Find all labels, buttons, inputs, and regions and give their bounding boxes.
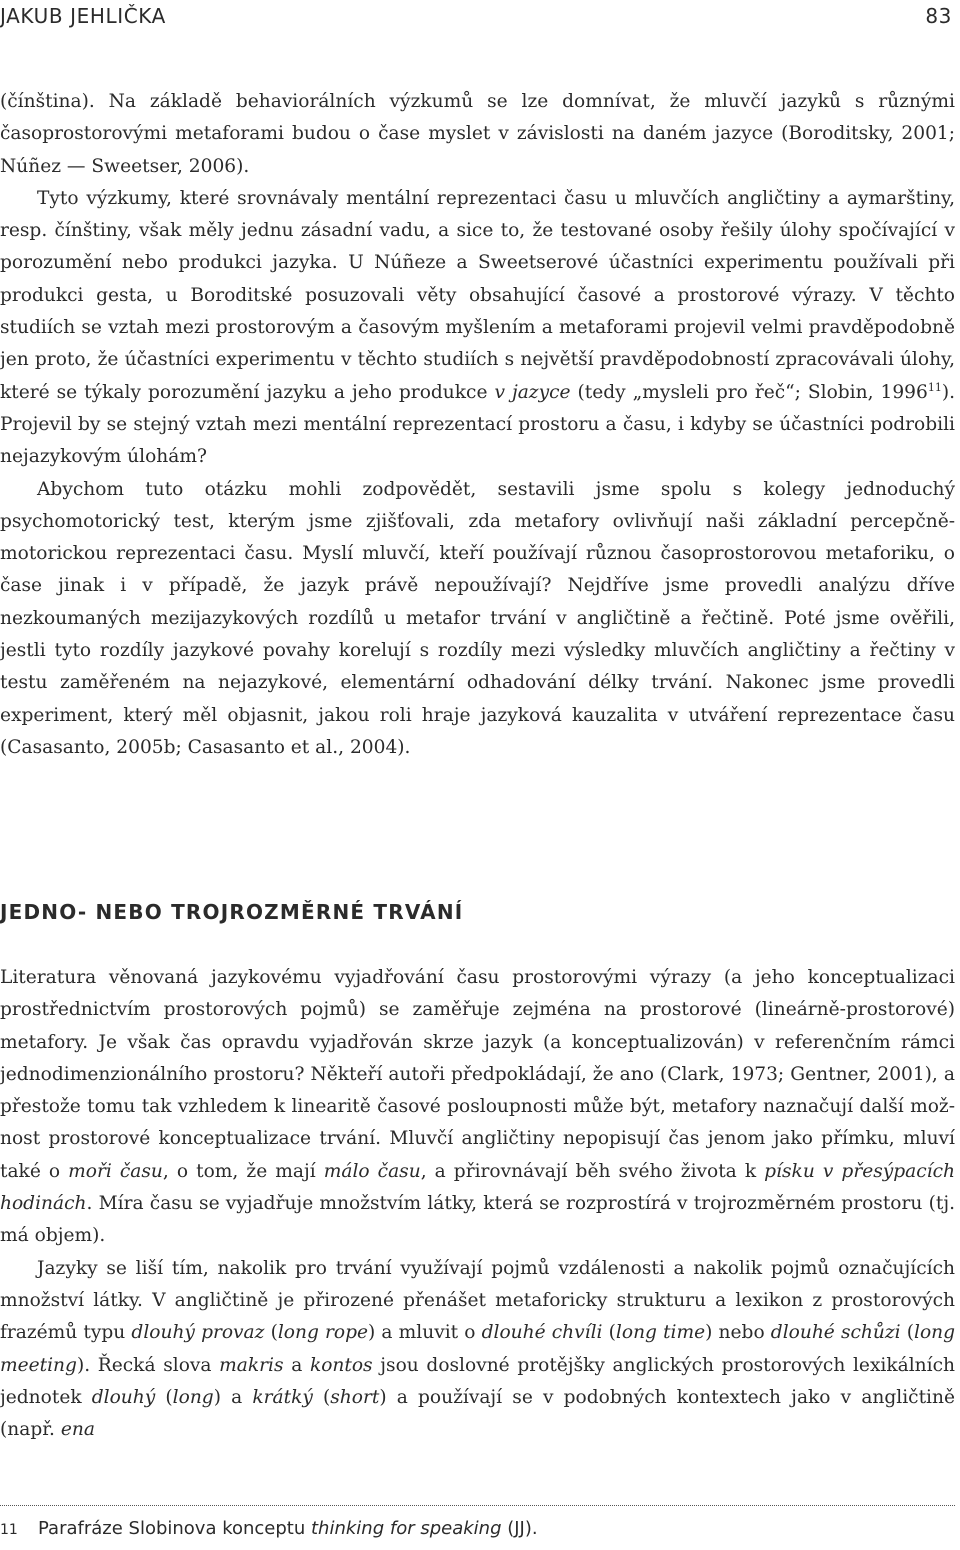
running-header-author: JAKUB JEHLIČKA [0, 4, 166, 28]
paragraph-5-text-8: a [283, 1354, 310, 1376]
paragraph-5-emphasis-8: kontos [309, 1354, 373, 1376]
paragraph-4 [0, 962, 955, 1253]
paragraph-5-emphasis-9: dlouhý [91, 1386, 156, 1408]
paragraph-5-emphasis-6: long meeting [0, 1322, 956, 1376]
paragraph-5-text-12: ( [312, 1386, 331, 1408]
paragraph-4-text-d: . Míra času se vyjadřuje množstvím látky, která se rozprostírá v trojrozměrném prostoru (tj. má objem). [0, 1193, 955, 1247]
paragraph-5-text-4: ( [602, 1322, 616, 1344]
paragraph-5-emphasis-7: makris [219, 1354, 284, 1376]
paragraph-5-emphasis-3: dlouhé chvíli [481, 1322, 603, 1344]
footnote [0, 1513, 955, 1546]
paragraph-3-text: Abychom tuto otázku mohli zodpovědět, sestavili jsme spolu s kolegy jednoduchý psychomotorický test, kterým jsme zjišťovali, zda metafory ovlivňují naši základní percepčně-motorickou reprezentaci času. Myslí mluvčí, kteří používají různou časoprostorovou metaforiku, o čase jinak i v případě, že jazyk právě nepoužívají? Nejdříve jsme provedli analýzu dříve nezkoumaných mezijazykových rozdílů u metafor trvání v angličtině a řečtině. Poté jsme ověřili, jestli tyto rozdíly jazykové povahy korelují s rozdíly mezi výsledky mluvčích angličtiny a řečtiny v testu zaměřeném na nejazykové, elementární odhadování délky trvání. Nakonec jsme provedli experiment, který měl objasnit, jakou roli hraje jazyková kauzalita v utváření reprezentace času (Casasanto, 2005b; Casasanto et al., 2004). [0, 478, 955, 758]
paragraph-2 [0, 183, 955, 474]
footnote-emphasis: thinking for speaking [311, 1518, 502, 1539]
text-block-lower [0, 962, 955, 1446]
paragraph-5-emphasis-13: ena [60, 1419, 95, 1441]
paragraph-4-text-c: , a přirovnávají běh svého života k [420, 1160, 765, 1182]
paragraph-1-text: (čínština). Na základě behaviorálních výzkumů se lze domnívat, že mluvčí jazyků s různými časoprostorovými metaforami budou o čase myslet v závislosti na daném jazyce (Boroditsky, 2001; Núñez — Sweetser, 2006). [0, 91, 955, 177]
paragraph-5-emphasis-1: dlouhý provaz [131, 1322, 265, 1344]
paragraph-5-text-3: ) a mluvit o [368, 1322, 482, 1344]
paragraph-4-text-b: , o tom, že mají [162, 1160, 324, 1182]
paragraph-5-emphasis-5: dlouhé schůzi [770, 1322, 901, 1344]
footnote-text-a: Parafráze Slobinova konceptu [38, 1518, 311, 1539]
paragraph-5-emphasis-4: long time [615, 1322, 706, 1344]
page-number: 83 [925, 4, 952, 28]
paragraph-2-emphasis: v jazyce [494, 381, 571, 403]
paragraph-5-text-9: jsou doslovné protějšky anglických prostorových lexikálních jednotek [0, 1354, 955, 1408]
section-heading: JEDNO- NEBO TROJROZMĚRNÉ TRVÁNÍ [0, 900, 464, 924]
paragraph-5-text-11: ) a [213, 1386, 253, 1408]
paragraph-5-text-6: ( [900, 1322, 914, 1344]
footnote-text-b: (JJ). [501, 1518, 538, 1539]
paragraph-5-text-7: ). Řecká slova [76, 1354, 220, 1376]
text-block-upper [0, 86, 955, 764]
paragraph-5-text-13: ) a používají se v podobných kontextech jako v angličtině (např. [0, 1386, 955, 1441]
paragraph-5-emphasis-12: short [330, 1386, 380, 1408]
paragraph-2-text-c: ). Projevil by se stejný vztah mezi mentální reprezentací prostoru a času, i kdyby se účastníci podrobili nejazykovým úlohám? [0, 381, 956, 468]
paragraph-5-text-10: ( [155, 1386, 173, 1408]
paragraph-5-text-5: ) nebo [705, 1322, 771, 1344]
paragraph-5-emphasis-11: krátký [252, 1386, 313, 1408]
paragraph-5-emphasis-2: long rope [277, 1322, 369, 1344]
running-header [0, 3, 952, 29]
paragraph-4-emphasis-3: písku v přesýpacích hodinách [0, 1160, 955, 1215]
paragraph-1 [0, 86, 955, 183]
footnote-reference[interactable]: 11 [927, 380, 942, 394]
paragraph-4-text-a: Literatura věnovaná jazykovému vyjadřování času prostorovými výrazy (a jeho konceptualizaci prostřednictvím prostorových pojmů) se zaměřuje zejména na prostorové (lineárně-prostorové) metafory. Je však čas opravdu vyjadřován skrze jazyk (a konceptualizován) v referenčním rámci jednodimenzionálního prostoru? Někteří autoři předpokládají, že ano (Clark, 1973; Gentner, 2001), a přestože tomu tak vzhledem k linearitě časové posloupnosti může být, metafory naznačují další možnost prostorové konceptualizace trvání. Mluvčí angličtiny nepopisují čas jenom jako přímku, mluví také o [0, 967, 955, 1182]
paragraph-5-emphasis-10: long [172, 1386, 214, 1408]
paragraph-4-emphasis-2: málo času [323, 1160, 421, 1182]
paragraph-4-emphasis-1: moři času [68, 1160, 163, 1182]
paragraph-2-text-b: (tedy „mysleli pro řeč“; Slobin, 1996 [570, 381, 928, 403]
footnote-separator [0, 1505, 955, 1506]
paragraph-5 [0, 1253, 955, 1447]
paragraph-3 [0, 474, 955, 765]
footnote-number: 11 [0, 1522, 18, 1538]
paragraph-5-text-2: ( [264, 1322, 278, 1344]
paragraph-2-text-a: Tyto výzkumy, které srovnávaly mentální reprezentaci času u mluvčích angličtiny a aymarštiny, resp. čínštiny, však měly jednu zásadní vadu, a sice to, že testované osoby řešily úlohy spočívající v porozumění nebo produkci jazyka. U Núñeze a Sweetserové účastníci experimentu používali při produkci gesta, u Boroditské posuzovali věty obsahující časové a prostorové výrazy. V těchto studiích se vztah mezi prostorovým a časovým myšlením a metaforami projevil velmi pravděpodobně jen proto, že účastníci experimentu v těchto studiích s největší pravděpodobností zpracovávali úlohy, které se týkaly porozumění jazyku a jeho produkce [0, 187, 955, 403]
paragraph-5-text-1: Jazyky se liší tím, nakolik pro trvání využívají pojmů vzdálenosti a nakolik pojmů označujících množství látky. V angličtině je přirozené přenášet metaforicky strukturu a lexikon z prostorových frazémů typu [0, 1257, 955, 1344]
